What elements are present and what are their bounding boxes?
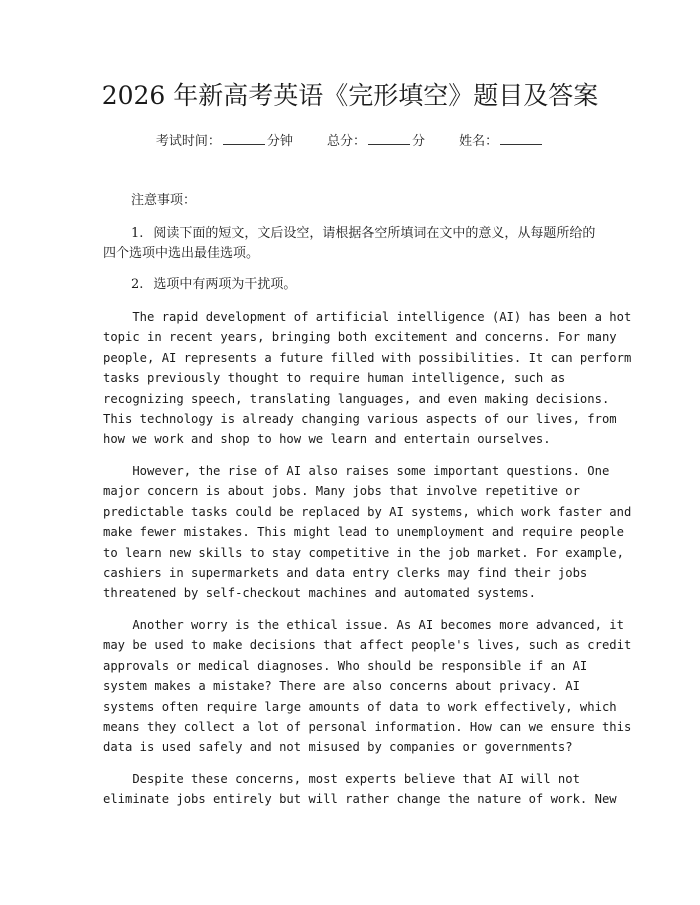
paragraph-line: systems often require large amounts of data to work effectively, which <box>103 699 617 714</box>
student-name <box>459 131 544 152</box>
exam-time-unit: 分钟 <box>266 134 293 149</box>
exam-time <box>156 131 293 152</box>
paragraph-line: The rapid development of artificial intelligence (AI) has been a hot <box>103 310 632 324</box>
paragraph-line: system makes a mistake? There are also concerns about privacy. AI <box>103 679 580 694</box>
paragraph-line: make fewer mistakes. This might lead to unemployment and require people <box>103 525 624 540</box>
notice-item-1 <box>103 224 600 264</box>
document-title: 2026 年新高考英语《完形填空》题目及答案 <box>101 81 599 110</box>
paragraph-line: However, the rise of AI also raises some important questions. One <box>103 464 610 478</box>
paragraph-line: data is used safely and not misused by companies or governments? <box>103 740 573 755</box>
paragraph-line: may be used to make decisions that affect people's lives, such as credit <box>103 638 632 653</box>
paragraph-line: people, AI represents a future filled with possibilities. It can perform <box>103 350 632 365</box>
exam-info-line <box>0 131 700 152</box>
notice-item-2-text: 选项中有两项为干扰项。 <box>153 277 297 292</box>
exam-time-blank <box>223 131 265 145</box>
paragraph-line: recognizing speech, translating languages, and even making decisions. <box>103 391 610 406</box>
paragraph-line: This technology is already changing various aspects of our lives, from <box>103 411 617 426</box>
notice-item-1-text: 阅读下面的短文，文后设空，请根据各空所填词在文中的意义，从每题所给的四个选项中选出最佳选项。 <box>103 226 596 261</box>
passage-paragraph-4 <box>103 769 617 810</box>
total-score <box>327 131 425 152</box>
student-name-label: 姓名： <box>459 134 499 149</box>
notice-item-2-number: 2. <box>131 277 144 292</box>
passage-paragraph-1 <box>103 307 632 450</box>
paragraph-line: cashiers in supermarkets and data entry clerks may find their jobs <box>103 565 588 580</box>
paragraph-line: Another worry is the ethical issue. As AI becomes more advanced, it <box>103 618 624 632</box>
notice-heading: 注意事项： <box>131 193 197 208</box>
paragraph-line: topic in recent years, bringing both excitement and concerns. For many <box>103 330 617 345</box>
paragraph-line: predictable tasks could be replaced by AI systems, which work faster and <box>103 504 632 519</box>
student-name-blank <box>500 131 542 145</box>
paragraph-line: means they collect a lot of personal information. How can we ensure this <box>103 719 632 734</box>
paragraph-line: tasks previously thought to require human intelligence, such as <box>103 371 566 386</box>
paragraph-line: eliminate jobs entirely but will rather change the nature of work. New <box>103 792 617 807</box>
passage-paragraph-2 <box>103 461 632 604</box>
total-score-blank <box>368 131 410 145</box>
paragraph-line: major concern is about jobs. Many jobs that involve repetitive or <box>103 484 580 499</box>
paragraph-line: approvals or medical diagnoses. Who should be responsible if an AI <box>103 658 588 673</box>
paragraph-line: Despite these concerns, most experts believe that AI will not <box>103 772 580 786</box>
exam-time-label: 考试时间： <box>155 134 221 149</box>
passage-paragraph-3 <box>103 615 632 758</box>
paragraph-line: how we work and shop to how we learn and entertain ourselves. <box>103 432 551 447</box>
paragraph-line: to learn new skills to stay competitive in the job market. For example, <box>103 545 624 560</box>
paragraph-line: threatened by self-checkout machines and automated systems. <box>103 586 536 601</box>
total-score-label: 总分： <box>326 134 366 149</box>
total-score-unit: 分 <box>412 134 426 149</box>
notice-item-1-number: 1. <box>131 226 144 241</box>
notice-item-2 <box>103 275 600 295</box>
